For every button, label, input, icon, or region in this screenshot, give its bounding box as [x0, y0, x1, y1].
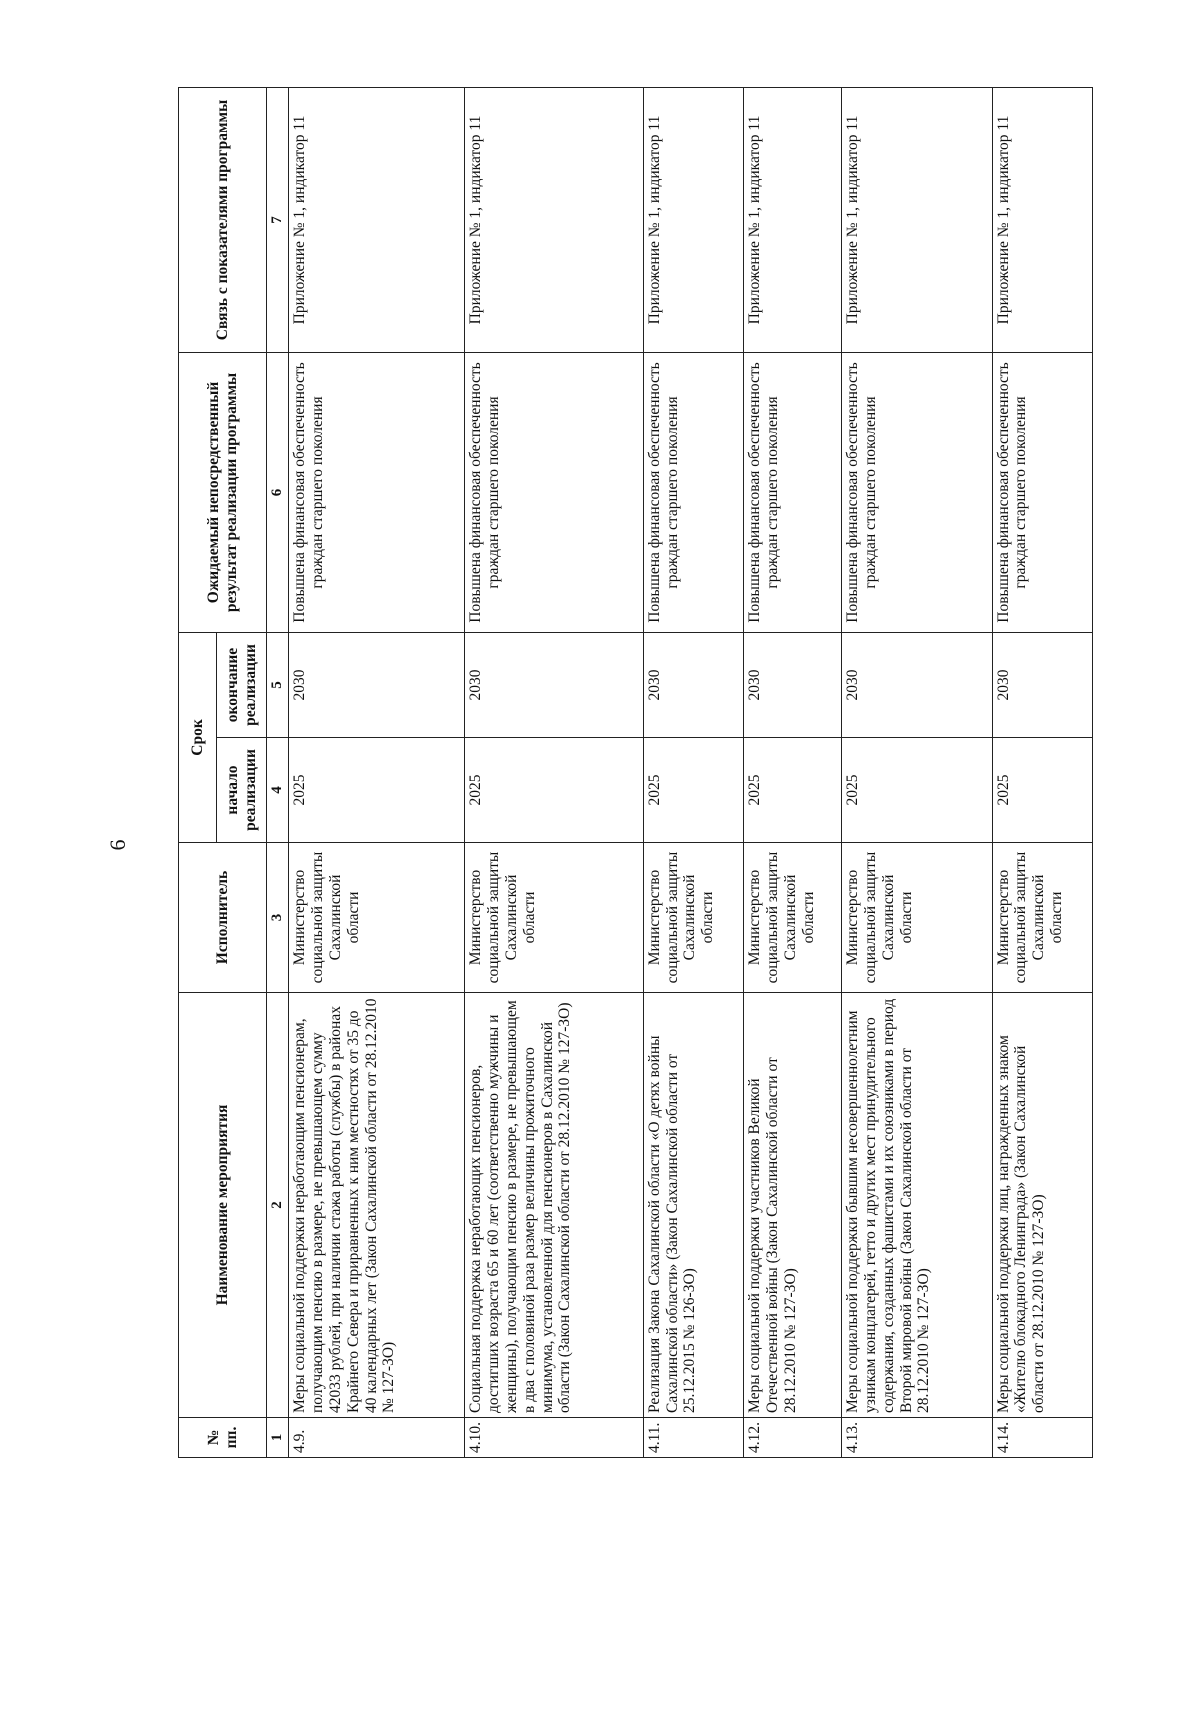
col-number: 1: [267, 1418, 289, 1458]
row-name: Меры социальной поддержки бывшим несовершеннолетним узникам концлагерей, гетто и других мест принудительного содержания, созданных фашистами и их союзниками в период Второй мировой войны (Закон Сахалинской области от 28.12.2010 № 127-ЗО): [842, 993, 992, 1418]
row-result: Повышена финансовая обеспеченность граждан старшего поколения: [465, 353, 643, 633]
row-start: 2025: [289, 738, 465, 843]
row-name: Меры социальной поддержки лиц, награжденных знаком «Жителю блокадного Ленинграда» (Закон Сахалинской области от 28.12.2010 № 127-ЗО): [992, 993, 1092, 1418]
row-num: 4.11.: [643, 1418, 743, 1458]
row-num: 4.10.: [465, 1418, 643, 1458]
row-executor: Министерство социальной защиты Сахалинской области: [992, 843, 1092, 993]
table-row: [744, 88, 842, 1458]
col-number: 7: [267, 88, 289, 353]
table-row: [465, 88, 643, 1458]
row-executor: Министерство социальной защиты Сахалинской области: [842, 843, 992, 993]
row-name: Реализация Закона Сахалинской области «О детях войны Сахалинской области» (Закон Сахалинской области от 25.12.2015 № 126-ЗО): [643, 993, 743, 1418]
row-end: 2030: [643, 633, 743, 738]
row-executor: Министерство социальной защиты Сахалинской области: [744, 843, 842, 993]
header-term: Срок: [179, 633, 217, 843]
row-executor: Министерство социальной защиты Сахалинской области: [465, 843, 643, 993]
col-number: 6: [267, 353, 289, 633]
row-link: Приложение № 1, индикатор 11: [289, 88, 465, 353]
row-start: 2025: [465, 738, 643, 843]
row-start: 2025: [744, 738, 842, 843]
row-end: 2030: [465, 633, 643, 738]
table-row: [643, 88, 743, 1458]
row-link: Приложение № 1, индикатор 11: [643, 88, 743, 353]
col-number: 3: [267, 843, 289, 993]
col-number: 2: [267, 993, 289, 1418]
rotated-document: [178, 88, 1093, 1458]
row-link: Приложение № 1, индикатор 11: [465, 88, 643, 353]
row-end: 2030: [289, 633, 465, 738]
page-number: 6: [105, 839, 130, 851]
table-row: [992, 88, 1092, 1458]
row-num: 4.14.: [992, 1418, 1092, 1458]
row-result: Повышена финансовая обеспеченность граждан старшего поколения: [744, 353, 842, 633]
row-start: 2025: [992, 738, 1092, 843]
header-name: Наименование мероприятия: [179, 993, 267, 1418]
header-end: окончание реализации: [217, 633, 267, 738]
row-result: Повышена финансовая обеспеченность граждан старшего поколения: [289, 353, 465, 633]
table-row: [289, 88, 465, 1458]
row-executor: Министерство социальной защиты Сахалинской области: [643, 843, 743, 993]
header-result: Ожидаемый непосредственный результат реализации программы: [179, 353, 267, 633]
header-executor: Исполнитель: [179, 843, 267, 993]
column-numbers-row: [267, 88, 289, 1458]
row-num: 4.12.: [744, 1418, 842, 1458]
measures-table: [178, 87, 1093, 1458]
row-link: Приложение № 1, индикатор 11: [744, 88, 842, 353]
col-number: 5: [267, 633, 289, 738]
row-end: 2030: [842, 633, 992, 738]
row-executor: Министерство социальной защиты Сахалинской области: [289, 843, 465, 993]
row-end: 2030: [744, 633, 842, 738]
table-row: [842, 88, 992, 1458]
row-link: Приложение № 1, индикатор 11: [842, 88, 992, 353]
row-start: 2025: [842, 738, 992, 843]
header-link: Связь с показателями программы: [179, 88, 267, 353]
row-num: 4.13.: [842, 1418, 992, 1458]
row-start: 2025: [643, 738, 743, 843]
row-link: Приложение № 1, индикатор 11: [992, 88, 1092, 353]
row-name: Меры социальной поддержки участников Великой Отечественной войны (Закон Сахалинской области от 28.12.2010 № 127-ЗО): [744, 993, 842, 1418]
row-num: 4.9.: [289, 1418, 465, 1458]
row-result: Повышена финансовая обеспеченность граждан старшего поколения: [643, 353, 743, 633]
row-name: Социальная поддержка неработающих пенсионеров, достигших возраста 65 и 60 лет (соответственно мужчины и женщины), получающим пенсию в размере, не превышающем в два с половиной раза размер величины прожиточного минимума, установленной для пенсионеров в Сахалинской области (Закон Сахалинской области от 28.12.2010 № 127-ЗО): [465, 993, 643, 1418]
col-number: 4: [267, 738, 289, 843]
row-name: Меры социальной поддержки неработающим пенсионерам, получающим пенсию в размере, не превышающем сумму 42033 рублей, при наличии стажа работы (службы) в районах Крайнего Севера и приравненных к ним местностях от 35 до 40 календарных лет (Закон Сахалинской области от 28.12.2010 № 127-ЗО): [289, 993, 465, 1418]
row-end: 2030: [992, 633, 1092, 738]
row-result: Повышена финансовая обеспеченность граждан старшего поколения: [842, 353, 992, 633]
header-start: начало реализации: [217, 738, 267, 843]
header-num: № пп.: [179, 1418, 267, 1458]
row-result: Повышена финансовая обеспеченность граждан старшего поколения: [992, 353, 1092, 633]
